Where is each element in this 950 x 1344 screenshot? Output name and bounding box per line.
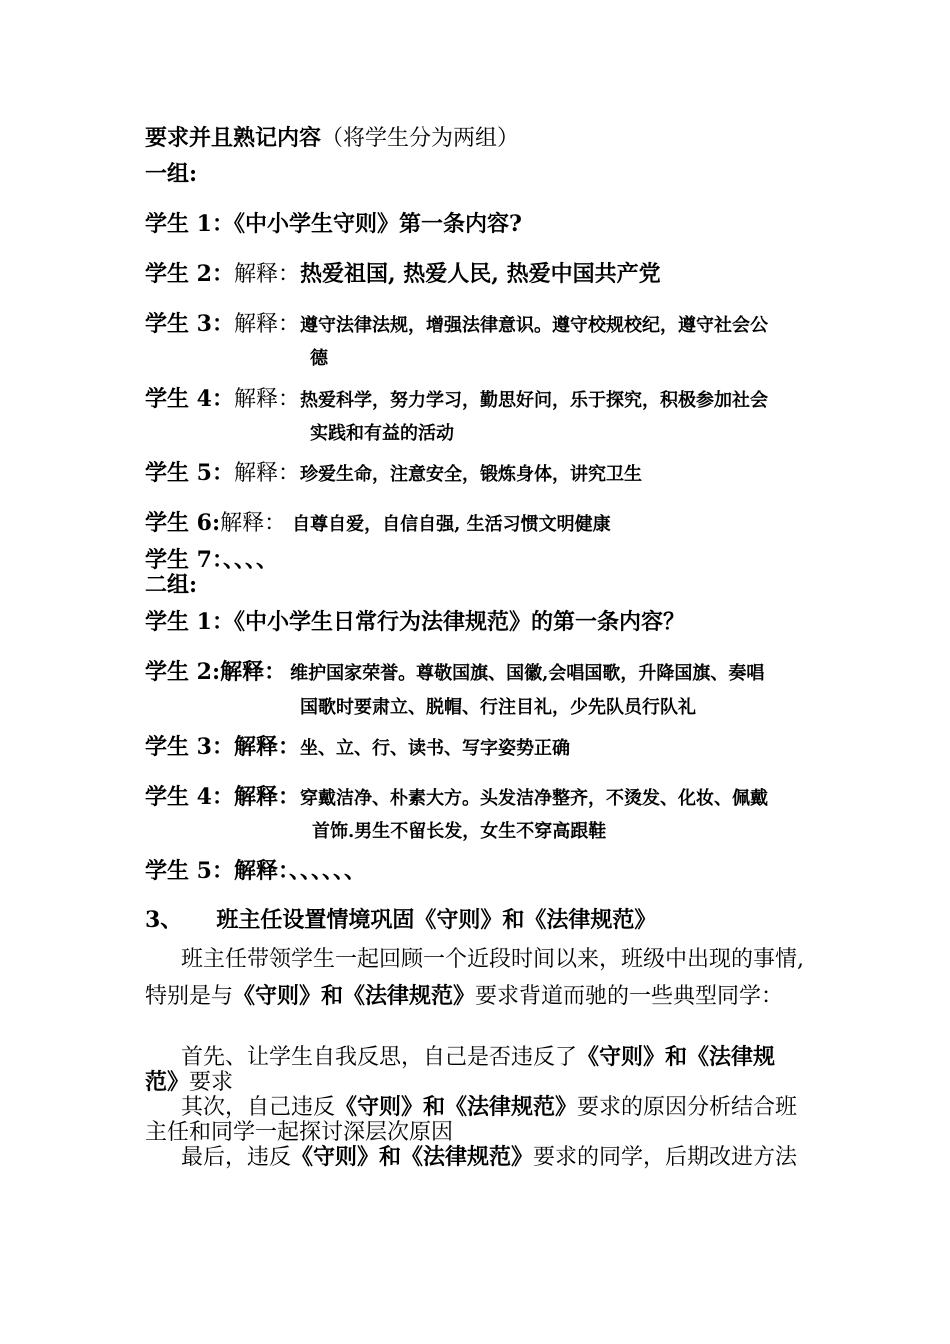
paragraph-text: 要求的同学，后期改进方法 (533, 1145, 798, 1170)
section-number: 3、 (145, 907, 183, 933)
group2-row-4 (145, 786, 768, 808)
paragraph-first (145, 1045, 807, 1095)
paragraph-text: 要求 (189, 1070, 234, 1095)
group2-row-3 (145, 736, 570, 758)
group2-row-5 (145, 860, 366, 882)
explain-label: 解释： (220, 511, 287, 536)
paragraph-emphasis: 《守则》和《法律规范》 (291, 1144, 534, 1170)
paragraph-text: 其次，自己违反 (181, 1095, 336, 1120)
explain-label: 解释： (233, 784, 300, 810)
paragraph-emphasis: 《守则》和《法律规范》 (145, 1044, 776, 1095)
group2-question (145, 611, 685, 633)
paragraph-text: 班主任带领学生一起回顾一个近段时间以来，班级中出现的事情,特别是与 (145, 947, 804, 1009)
student-label: 学生 5： (145, 858, 234, 884)
paragraph-text: 要求的原因分析结合班主任和同学一起探讨深层次原因 (145, 1095, 798, 1145)
paragraph-text: 首先、让学生自我反思，自己是否违反了 (181, 1045, 578, 1070)
paragraph-emphasis: 《守则》和《法律规范》 (233, 983, 476, 1009)
explain-text: 遵守法律法规，增强法律意识。遵守校规校纪，遵守社会公 (299, 315, 768, 336)
question-text: 《中小学生日常行为法律规范》的第一条内容？ (233, 609, 685, 635)
student-label: 学生 3： (145, 311, 234, 337)
page-heading (145, 127, 519, 150)
explain-label: 解释： (233, 312, 300, 337)
group1-row-4 (145, 388, 768, 411)
paragraph-emphasis: 《守则》和《法律规范》 (335, 1094, 578, 1120)
section-title: 班主任设置情境巩固《守则》和《法律规范》 (216, 907, 657, 933)
explain-label: 解释： (233, 734, 300, 760)
student-label: 学生 3： (145, 734, 234, 760)
group2-label: 二组: (145, 572, 198, 598)
paragraph-text: 最后，违反 (181, 1145, 292, 1170)
group1-question (145, 213, 522, 235)
student-label: 学生 2: (145, 659, 221, 685)
explain-text: 珍爱生命，注意安全，锻炼身体，讲究卫生 (299, 464, 642, 485)
group1-label: 一组: (145, 161, 198, 187)
paragraph-second (145, 1095, 807, 1145)
student-label: 学生 5： (145, 460, 234, 486)
explain-label: 解释： (233, 858, 289, 884)
group1-row-3 (145, 313, 768, 336)
explain-text: 坐、立、行、读书、写字姿势正确 (299, 738, 570, 759)
group1-row-5 (145, 462, 642, 485)
paragraph-last (145, 1145, 807, 1170)
explain-text: 自尊自爱，自信自强, 生活习惯文明健康 (292, 514, 611, 535)
explain-label: 解释： (220, 659, 287, 685)
explain-label: 解释： (233, 461, 300, 486)
question-text: 《中小学生守则》第一条内容? (233, 211, 522, 237)
explain-text: 热爱祖国, 热爱人民, 热爱中国共产党 (299, 261, 661, 287)
section-3-heading (145, 909, 656, 931)
student-label: 学生 2： (145, 261, 234, 287)
explain-text: 穿戴洁净、朴素大方。头发洁净整齐，不烫发、化妆、佩戴 (299, 788, 768, 809)
student-label: 学生 4： (145, 386, 234, 412)
explain-text: 、、、、、、 (288, 858, 366, 884)
group1-last: 学生 7：、、、、 (145, 547, 278, 573)
group1-row-6 (145, 512, 611, 535)
group2-row-2 (145, 661, 764, 683)
heading-note: （将学生分为两组） (321, 126, 520, 151)
paragraph-text: 要求背道而驰的一些典型同学： (475, 984, 784, 1009)
student-label: 学生 1： (145, 609, 234, 635)
student-label: 学生 6: (145, 510, 221, 536)
paragraph-review (145, 942, 807, 1015)
group1-row-4-cont: 实践和有益的活动 (310, 423, 454, 444)
explain-text: 维护国家荣誉。尊敬国旗、国徽,会唱国歌，升降国旗、奏唱 (290, 663, 765, 684)
student-label: 学生 4： (145, 784, 234, 810)
group2-row-2-cont: 国歌时要肃立、脱帽、行注目礼，少先队员行队礼 (300, 697, 696, 718)
group1-row-2 (145, 263, 661, 286)
explain-label: 解释： (233, 262, 300, 287)
explain-text: 热爱科学，努力学习，勤思好问，乐于探究，积极参加社会 (299, 390, 768, 411)
explain-label: 解释： (233, 387, 300, 412)
student-label: 学生 1： (145, 211, 234, 237)
group1-row-3-cont: 德 (310, 348, 328, 369)
group2-row-4-cont: 首饰.男生不留长发，女生不穿高跟鞋 (312, 821, 607, 842)
heading-bold: 要求并且熟记内容 (145, 125, 322, 151)
